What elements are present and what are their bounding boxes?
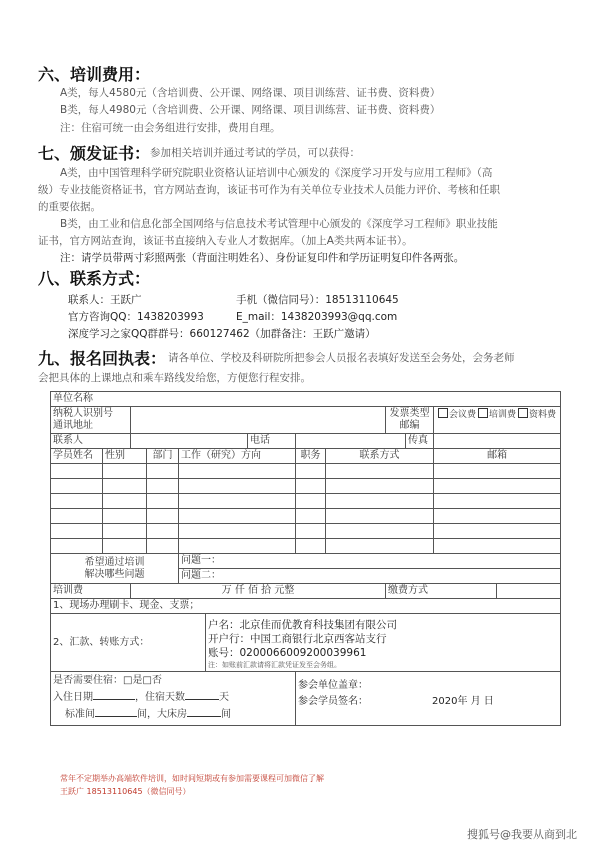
bank-account-name: 户名：北京佳而优教育科技集团有限公司 (208, 619, 397, 631)
room-line (53, 706, 293, 723)
cert-note: 注：请学员带两寸彩照两张（背面注明姓名）、身份证复印件和学历证明复印件各两张。 (60, 252, 465, 264)
fee-class-b: B类，每人4980元（含培训费、公开课、网络课、项目训练营、证书费、资料费） (60, 104, 441, 116)
registration-intro-1: 请各单位、学校及科研院所把参会人员报名表填好发送至会务处，会务老师 (168, 352, 515, 364)
sign-line (298, 694, 558, 710)
label-room-unit: 间，大床房 (137, 709, 187, 720)
section-heading-contact: 八、联系方式： (38, 269, 151, 288)
header-email: 邮箱 (434, 449, 561, 464)
contact-group: 深度学习之家QQ群群号：660127462（加群备注：王跃广邀请） (68, 328, 376, 340)
bank-info (206, 614, 561, 672)
table-row[interactable] (51, 479, 561, 494)
contact-qq: 官方咨询QQ：1438203993 (68, 311, 204, 323)
cert-a-line-3: 的重要依据。 (38, 201, 101, 213)
label-contact: 联系人 (51, 434, 131, 449)
header-direction: 工作（研究）方向 (179, 449, 296, 464)
option-training: 培训费 (489, 410, 517, 420)
label-seal: 参会单位盖章： (298, 680, 368, 691)
field-fee-amount[interactable]: 万 仟 佰 拾 元整 (131, 584, 386, 599)
footer-contact: 王跃广 18513110645（微信同号） (60, 787, 191, 796)
label-expect-2: 解决哪些问题 (84, 568, 145, 580)
field-fax[interactable] (434, 434, 561, 449)
label-tel: 电话 (248, 434, 296, 449)
field-pay-method[interactable] (497, 584, 561, 599)
contact-email: E_mail：1438203993@qq.com (236, 311, 398, 323)
contact-person: 联系人：王跃广 (68, 294, 142, 306)
field-stay-days[interactable] (185, 689, 219, 700)
header-gender: 性别 (103, 449, 147, 464)
label-fee: 培训费 (51, 584, 131, 599)
header-title: 职务 (296, 449, 326, 464)
bank-account-no: 账号：0200066009200039961 (208, 647, 367, 659)
field-unit-name[interactable]: 单位名称 (51, 392, 561, 407)
label-tax-id: 纳税人识别号 (53, 408, 113, 419)
label-pay-method: 缴费方式 (386, 584, 497, 599)
section-heading-certificate: 七、颁发证书： (38, 144, 151, 163)
bank-note: 注：如账前汇款请将汇款凭证发至会务组。 (208, 661, 341, 669)
label-address: 通讯地址 (53, 420, 93, 431)
label-expect-1: 希望通过培训 (84, 556, 145, 568)
header-contact: 联系方式 (326, 449, 434, 464)
header-dept: 部门 (147, 449, 179, 464)
table-row[interactable] (51, 464, 561, 479)
label-postcode: 邮编 (399, 420, 420, 431)
header-name: 学员姓名 (51, 449, 103, 464)
pay-option-2: 2、汇款、转账方式： (51, 614, 206, 672)
label-single-room: 标准间 (65, 709, 95, 720)
label-fax: 传真 (406, 434, 434, 449)
field-double-room[interactable] (187, 706, 221, 717)
lodging-info (51, 672, 296, 726)
table-row[interactable] (51, 539, 561, 554)
contact-phone: 手机（微信同号）：18513110645 (236, 294, 399, 306)
lodging-question[interactable]: 是否需要住宿：□是□否 (53, 675, 162, 686)
option-materials: 资料费 (529, 410, 557, 420)
registration-form-table (50, 391, 561, 726)
certificate-intro: 参加相关培训并通过考试的学员，可以获得： (150, 147, 360, 159)
bank-name: 开户行：中国工商银行北京西客站支行 (208, 633, 387, 645)
cert-b-line-1: B类，由工业和信息化部全国网络与信息技术考试管理中心颁发的《深度学习工程师》职业技能 (60, 218, 498, 230)
field-invoice-type (386, 407, 434, 434)
field-taxid-address[interactable] (51, 407, 131, 434)
field-question-1[interactable]: 问题一： (179, 554, 561, 569)
label-invoice-type: 发票类型 (389, 408, 430, 419)
cert-a-line-2: 级）专业技能资格证书，官方网站查询，该证书可作为有关单位专业技术人员能力评价、考核和任职 (38, 184, 500, 196)
field-question-2[interactable]: 问题二： (179, 569, 561, 584)
label-expectation (51, 554, 179, 584)
label-sign: 参会学员签名： (298, 696, 368, 707)
label-days-unit: 天 (219, 692, 229, 703)
fee-note: 注：住宿可统一由会务组进行安排，费用自理。 (60, 122, 281, 134)
signature-area (296, 672, 561, 726)
field-single-room[interactable] (95, 706, 137, 717)
label-stay-days: ，住宿天数 (135, 692, 185, 703)
watermark: 搜狐号@我要从商到北 (467, 828, 577, 841)
field-taxid-value[interactable] (131, 407, 386, 434)
field-tel[interactable] (296, 434, 406, 449)
section-heading-fees: 六、培训费用： (38, 65, 151, 84)
label-date: 2020年 月 日 (432, 696, 494, 707)
checkin-line (53, 689, 293, 706)
label-checkin: 入住日期 (53, 692, 93, 703)
option-meeting: 会议费 (449, 410, 477, 420)
section-heading-registration: 九、报名回执表： (38, 349, 167, 368)
label-room-unit-2: 间 (221, 709, 231, 720)
fee-class-a: A类，每人4580元（含培训费、公开课、网络课、项目训练营、证书费、资料费） (60, 87, 441, 99)
table-row[interactable] (51, 494, 561, 509)
table-row[interactable] (51, 509, 561, 524)
cert-b-line-2: 证书，官方网站查询，该证书直接纳入专业人才数据库。（加上A类共两本证书）。 (38, 235, 413, 247)
checkbox-meeting[interactable] (438, 408, 448, 418)
cert-a-line-1: A类，由中国管理科学研究院职业资格认证培训中心颁发的《深度学习开发与应用工程师》（高 (60, 167, 493, 179)
table-row[interactable] (51, 524, 561, 539)
checkbox-training[interactable] (478, 408, 488, 418)
pay-option-1: 1、现场办理刷卡、现金、支票； (51, 599, 561, 614)
registration-intro-2: 会把具体的上课地点和乘车路线发给您，方便您行程安排。 (38, 372, 311, 384)
checkbox-materials[interactable] (518, 408, 528, 418)
invoice-options (434, 407, 561, 434)
field-checkin-date[interactable] (93, 689, 135, 700)
footer-notice: 常年不定期举办高端软件培训，如时间短期或有参加需要课程可加微信了解 (60, 774, 324, 783)
field-contact[interactable] (131, 434, 248, 449)
